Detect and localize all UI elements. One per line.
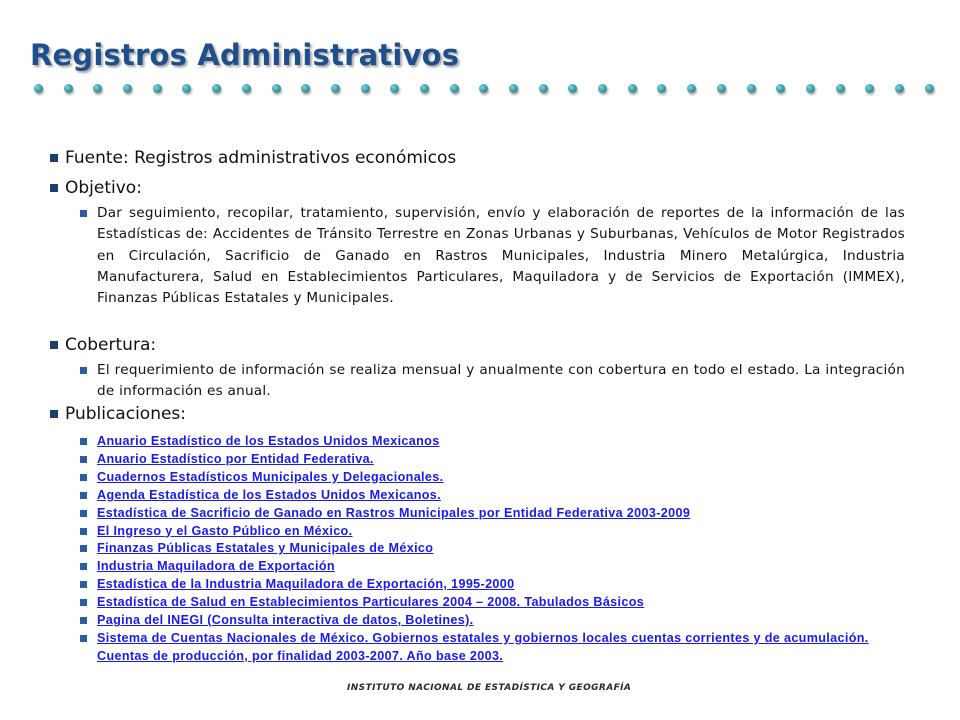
square-bullet-icon <box>80 545 87 552</box>
publication-link[interactable]: Cuadernos Estadísticos Municipales y Delegacionales. <box>97 469 444 484</box>
list-item <box>80 523 910 541</box>
list-item <box>80 469 910 487</box>
objetivo-heading: Objetivo: <box>65 178 142 198</box>
cobertura-heading-item <box>50 335 156 355</box>
objetivo-paragraph <box>80 203 905 309</box>
cobertura-text: El requerimiento de información se realiza mensual y anualmente con cobertura en todo el estado. La integración de información es anual. <box>97 362 905 400</box>
publication-link[interactable]: Sistema de Cuentas Nacionales de México. Gobiernos estatales y gobiernos locales cuentas corrientes y de acumulación. Cuentas de producción, por finalidad 2003-2007. Año base 2003. <box>97 630 869 663</box>
publication-link[interactable]: Estadística de Salud en Establecimientos Particulares 2004 – 2008. Tabulados Básicos <box>97 595 645 610</box>
square-bullet-icon <box>80 510 87 517</box>
footer-institution: INSTITUTO NACIONAL DE ESTADÍSTICA Y GEOGRAFÍA <box>347 683 632 693</box>
square-bullet-icon <box>80 528 87 535</box>
publicaciones-heading: Publicaciones: <box>65 404 187 424</box>
publication-link[interactable]: Estadística de la Industria Maquiladora de Exportación, 1995-2000 <box>97 577 515 592</box>
list-item <box>80 630 910 666</box>
square-bullet-icon <box>50 184 58 192</box>
publication-link[interactable]: Finanzas Públicas Estatales y Municipales de México <box>97 541 434 556</box>
list-item <box>80 433 910 451</box>
list-item <box>80 487 910 505</box>
square-bullet-icon <box>80 367 87 374</box>
publications-list <box>80 433 910 666</box>
publication-link[interactable]: Estadística de Sacrificio de Ganado en Rastros Municipales por Entidad Federativa 2003-2009 <box>97 505 691 520</box>
publication-link[interactable]: Industria Maquiladora de Exportación <box>97 559 335 574</box>
square-bullet-icon <box>80 456 87 463</box>
list-item <box>80 594 910 612</box>
square-bullet-icon <box>50 341 58 349</box>
square-bullet-icon <box>80 438 87 445</box>
objetivo-text: Dar seguimiento, recopilar, tratamiento, supervisión, envío y elaboración de reportes de la información de las Estadísticas de: Accidentes de Tránsito Terrestre en Zonas Urbanas y Suburbanas, Vehículos de Motor Registrados en Circulación, Sacrificio de Ganado en Rastros Municipales, Industria Minero Metalúrgica, Industria Manufacturera, Salud en Establecimientos Particulares, Maquiladora y de Servicios de Exportación (IMMEX), Finanzas Públicas Estatales y Municipales. <box>97 205 905 307</box>
publication-link[interactable]: El Ingreso y el Gasto Público en México. <box>97 523 353 538</box>
square-bullet-icon <box>80 492 87 499</box>
cobertura-paragraph <box>80 360 905 403</box>
square-bullet-icon <box>80 617 87 624</box>
publicaciones-heading-item <box>50 404 186 424</box>
square-bullet-icon <box>80 635 87 642</box>
square-bullet-icon <box>80 563 87 570</box>
square-bullet-icon <box>80 474 87 481</box>
square-bullet-icon <box>80 210 87 217</box>
fuente-text: Fuente: Registros administrativos económicos <box>65 148 457 168</box>
cobertura-heading: Cobertura: <box>65 335 157 355</box>
fuente-item <box>50 148 456 168</box>
square-bullet-icon <box>50 410 58 418</box>
list-item <box>80 505 910 523</box>
square-bullet-icon <box>80 581 87 588</box>
objetivo-heading-item <box>50 178 142 198</box>
page-title: Registros Administrativos <box>30 38 460 72</box>
publication-link[interactable]: Anuario Estadístico por Entidad Federativa. <box>97 451 374 466</box>
publication-link[interactable]: Agenda Estadística de los Estados Unidos Mexicanos. <box>97 487 441 502</box>
list-item <box>80 451 910 469</box>
publication-link[interactable]: Pagina del INEGI (Consulta interactiva de datos, Boletines). <box>97 613 474 628</box>
list-item <box>80 612 910 630</box>
list-item <box>80 576 910 594</box>
list-item <box>80 540 910 558</box>
publication-link[interactable]: Anuario Estadístico de los Estados Unidos Mexicanos <box>97 434 440 448</box>
square-bullet-icon <box>50 154 58 162</box>
list-item <box>80 558 910 576</box>
square-bullet-icon <box>80 599 87 606</box>
